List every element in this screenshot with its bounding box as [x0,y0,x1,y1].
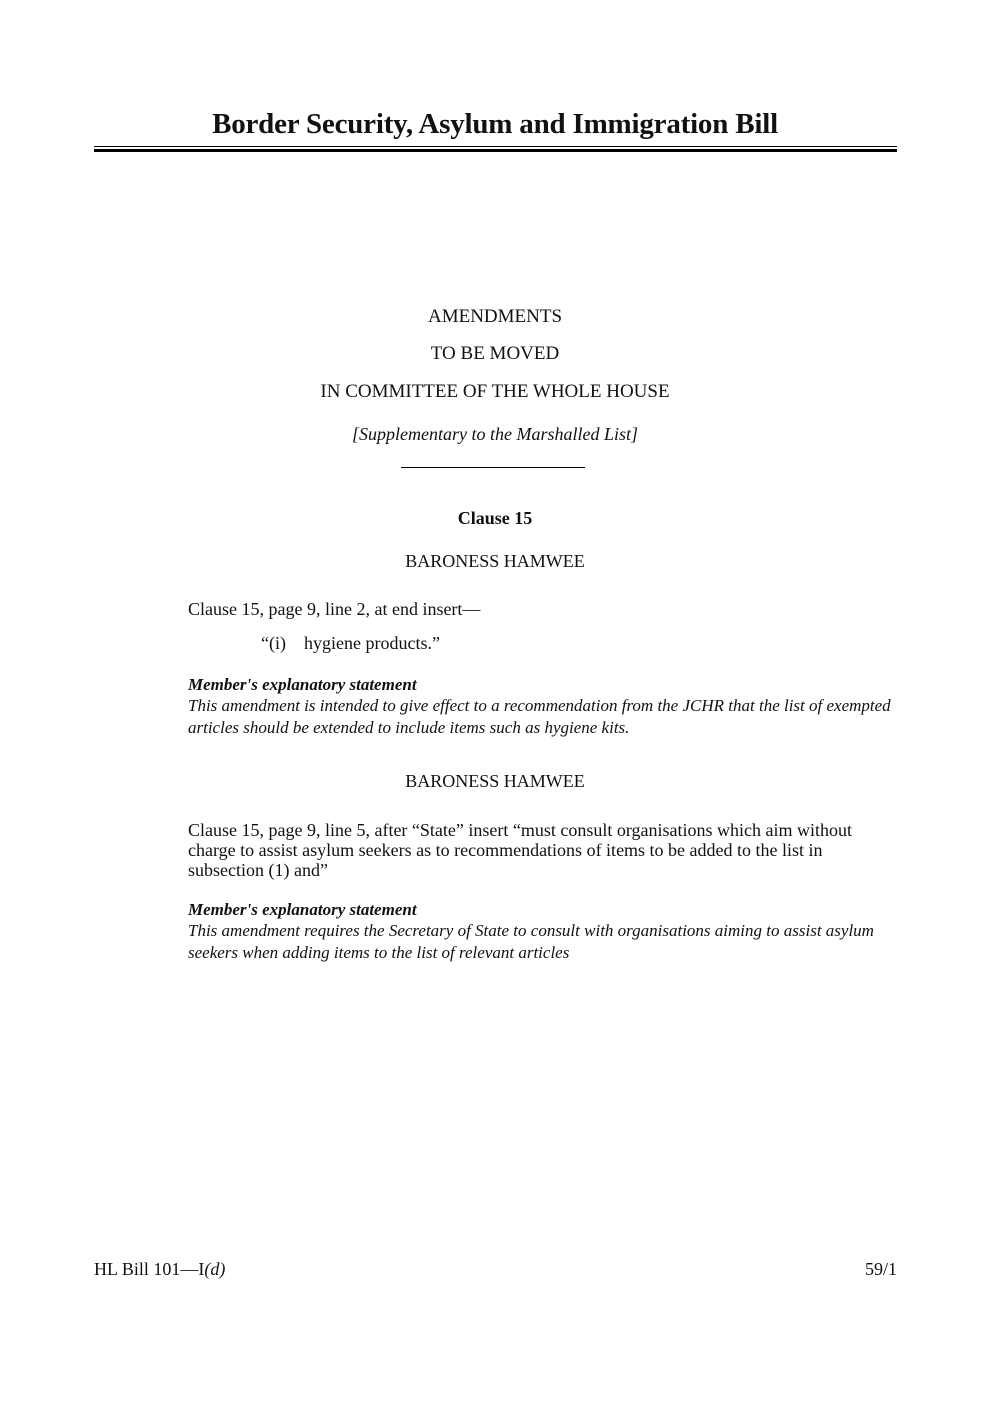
amendment-inserted-text: “(i) hygiene products.” [261,633,440,653]
bill-reference-suffix: (d) [204,1259,226,1279]
heading-to-be-moved: TO BE MOVED [430,343,560,364]
explanatory-statement-text: This amendment is intended to give effect to a recommendation from the JCHR that the list of exempted articles should be extended to include items such as hygiene kits. [188,696,891,737]
explanatory-statement-heading: Member's explanatory statement [188,675,417,694]
bill-reference-prefix: HL Bill 101—I [94,1259,205,1279]
amendment-member-name: BARONESS HAMWEE [405,771,585,791]
subheading: [Supplementary to the Marshalled List] [352,424,638,444]
heading-committee: IN COMMITTEE OF THE WHOLE HOUSE [320,381,670,402]
explanatory-statement-text: This amendment requires the Secretary of State to consult with organisations aiming to assist asylum seekers when adding items to the list of relevant articles [188,921,874,962]
title-rule-thick [94,149,897,152]
title-rule-thin [94,146,897,147]
amendment-text: Clause 15, page 9, line 2, at end insert— [188,599,481,619]
section-divider [401,467,585,468]
bill-title: Border Security, Asylum and Immigration Bill [212,108,778,140]
explanatory-statement-heading: Member's explanatory statement [188,900,417,919]
bill-reference [94,1258,225,1280]
page-reference: 59/1 [864,1259,897,1279]
amendment-text: Clause 15, page 9, line 5, after “State” insert “must consult organisations which aim without charge to assist asylum seekers as to recommendations of items to be added to the list in subsection (1) and” [188,820,853,880]
clause-heading: Clause 15 [457,508,533,528]
heading-amendments: AMENDMENTS [427,306,563,327]
amendment-member-name: BARONESS HAMWEE [405,551,585,571]
